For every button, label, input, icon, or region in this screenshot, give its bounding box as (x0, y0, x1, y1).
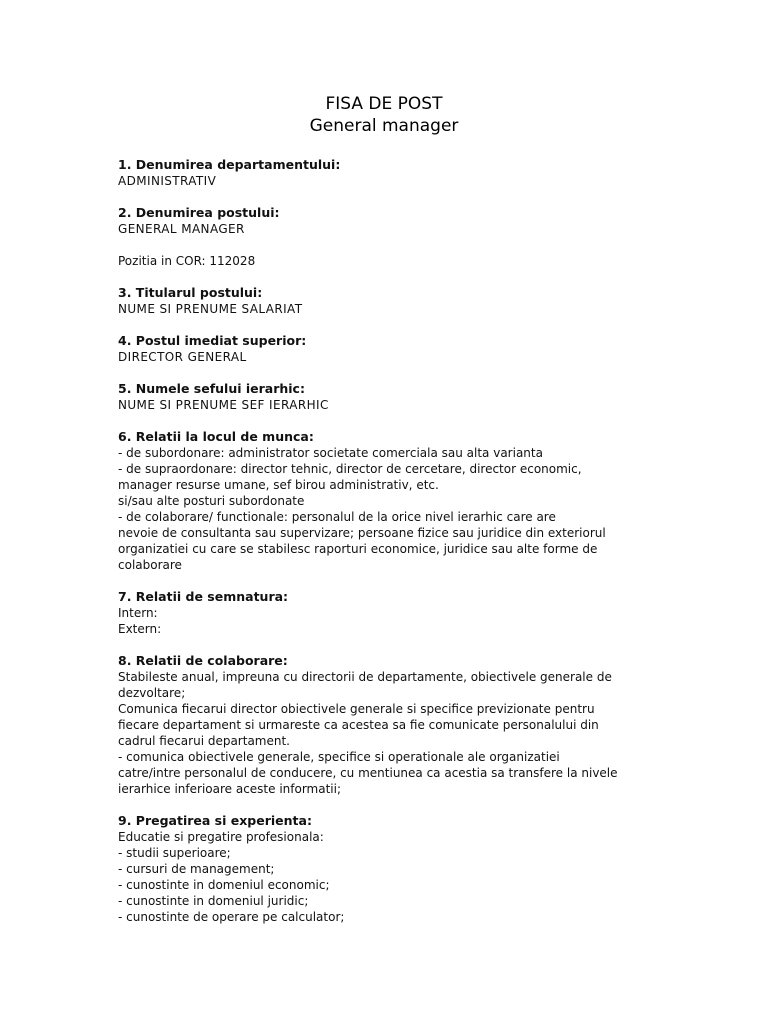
section-6-line: - de supraordonare: director tehnic, director de cercetare, director economic, (118, 462, 582, 476)
document-body (118, 157, 678, 925)
section-8-line: Stabileste anual, impreuna cu directorii de departamente, obiectivele generale de (118, 670, 612, 684)
section-8-line: - comunica obiectivele generale, specifice si operationale ale organizatiei (118, 750, 560, 764)
title-line-2: General manager (309, 116, 459, 136)
section-2-cor: Pozitia in COR: 112028 (118, 254, 256, 268)
section-2-heading: 2. Denumirea postului: (118, 205, 280, 220)
section-9-line: - cunostinte in domeniul juridic; (118, 894, 309, 908)
section-8-heading: 8. Relatii de colaborare: (118, 653, 288, 668)
section-7-line: Intern: (118, 606, 158, 620)
section-6-line: si/sau alte posturi subordonate (118, 494, 305, 508)
section-6-line: organizatiei cu care se stabilesc raporturi economice, juridice sau alte forme de (118, 542, 598, 556)
section-6-line: colaborare (118, 558, 182, 572)
section-7-heading: 7. Relatii de semnatura: (118, 589, 289, 604)
section-6-line: - de subordonare: administrator societate comerciala sau alta varianta (118, 446, 543, 460)
section-6-line: nevoie de consultanta sau supervizare; persoane fizice sau juridice din exteriorul (118, 526, 606, 540)
section-3-heading: 3. Titularul postului: (118, 285, 263, 300)
section-8-line: dezvoltare; (118, 686, 186, 700)
section-9-line: - cunostinte de operare pe calculator; (118, 910, 345, 924)
section-5-heading: 5. Numele sefului ierarhic: (118, 381, 305, 396)
section-9-heading: 9. Pregatirea si experienta: (118, 813, 312, 828)
section-6-line: manager resurse umane, sef birou administrativ, etc. (118, 478, 439, 492)
section-1-value: ADMINISTRATIV (118, 174, 217, 188)
section-2-value: GENERAL MANAGER (118, 222, 245, 236)
section-9-line: Educatie si pregatire profesionala: (118, 830, 324, 844)
section-8-line: catre/intre personalul de conducere, cu mentiunea ca acestia sa transfere la nivele (118, 766, 618, 780)
section-4-value: DIRECTOR GENERAL (118, 350, 247, 364)
section-9-line: - cunostinte in domeniul economic; (118, 878, 330, 892)
section-8-line: Comunica fiecarui director obiectivele generale si specifice previzionate pentru (118, 702, 595, 716)
section-6-heading: 6. Relatii la locul de munca: (118, 429, 314, 444)
title-line-1: FISA DE POST (325, 94, 443, 114)
section-1-heading: 1. Denumirea departamentului: (118, 157, 341, 172)
section-8-line: ierarhice inferioare aceste informatii; (118, 782, 342, 796)
section-9-line: - studii superioare; (118, 846, 231, 860)
section-9-line: - cursuri de management; (118, 862, 275, 876)
section-6-line: - de colaborare/ functionale: personalul de la orice nivel ierarhic care are (118, 510, 556, 524)
section-7-line: Extern: (118, 622, 162, 636)
document-title (0, 93, 768, 137)
section-5-value: NUME SI PRENUME SEF IERARHIC (118, 398, 329, 412)
section-8-line: fiecare departament si urmareste ca acestea sa fie comunicate personalului din (118, 718, 599, 732)
section-3-value: NUME SI PRENUME SALARIAT (118, 302, 303, 316)
section-8-line: cadrul fiecarui departament. (118, 734, 290, 748)
section-4-heading: 4. Postul imediat superior: (118, 333, 307, 348)
